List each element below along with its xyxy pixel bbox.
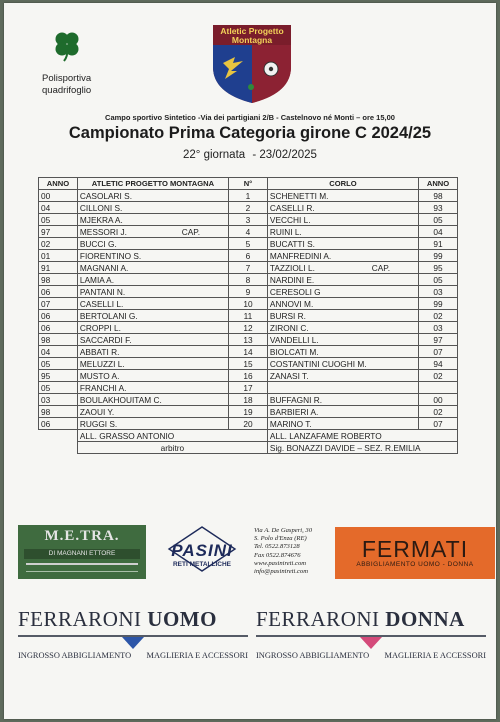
away-player-name-text: MANFREDINI A. — [269, 250, 332, 261]
away-player-year: 98 — [419, 190, 458, 202]
home-player-name-text: CILLONI S. — [79, 202, 123, 213]
away-player-name — [267, 334, 418, 346]
away-player-name — [267, 370, 418, 382]
header-home-team: ATLETIC PROGETTO MONTAGNA — [77, 178, 228, 190]
home-player-year: 98 — [39, 406, 78, 418]
away-player-name — [267, 394, 418, 406]
table-row — [39, 214, 458, 226]
table-row — [39, 370, 458, 382]
table-row — [39, 298, 458, 310]
referee-name: Sig. BONAZZI DAVIDE – SEZ. R.EMILIA — [267, 442, 457, 454]
away-player-name-text: RUINI L. — [269, 226, 302, 237]
home-player-name — [77, 382, 228, 394]
home-player-year: 03 — [39, 394, 78, 406]
away-player-name-text: VECCHI L. — [269, 214, 311, 225]
away-player-name — [267, 190, 418, 202]
shirt-number: 8 — [229, 274, 268, 286]
away-player-name-text: NARDINI E. — [269, 274, 315, 285]
home-player-name — [77, 418, 228, 430]
away-player-year: 99 — [419, 250, 458, 262]
home-player-year: 00 — [39, 190, 78, 202]
away-player-year: 04 — [419, 226, 458, 238]
ferraroni-donna-line: DONNA — [385, 607, 465, 631]
metra-owner: DI MAGNANI ETTORE — [24, 549, 140, 559]
home-player-name — [77, 238, 228, 250]
away-player-year: 02 — [419, 310, 458, 322]
shirt-number: 19 — [229, 406, 268, 418]
home-player-year: 06 — [39, 418, 78, 430]
home-player-year: 06 — [39, 310, 78, 322]
home-player-year: 06 — [39, 322, 78, 334]
home-player-name-text: MJEKRA A. — [79, 214, 123, 225]
shirt-number: 6 — [229, 250, 268, 262]
away-player-year: 03 — [419, 322, 458, 334]
shirt-number: 2 — [229, 202, 268, 214]
table-row — [39, 238, 458, 250]
away-player-year: 02 — [419, 370, 458, 382]
lineup-table — [38, 177, 458, 454]
shirt-number: 16 — [229, 370, 268, 382]
home-player-name — [77, 226, 228, 238]
home-player-name — [77, 346, 228, 358]
away-player-year: 99 — [419, 298, 458, 310]
home-player-name — [77, 202, 228, 214]
ferraroni-uomo-left-tag: INGROSSO ABBIGLIAMENTO — [18, 651, 132, 660]
home-player-name — [77, 370, 228, 382]
home-player-name — [77, 298, 228, 310]
round-label: 22° giornata — [183, 149, 246, 161]
captain-mark: CAP. — [181, 226, 201, 237]
home-player-name-text: ZAOUI Y. — [79, 406, 115, 417]
away-player-name — [267, 214, 418, 226]
table-row — [39, 190, 458, 202]
team-crest-logo — [209, 23, 295, 105]
shirt-number: 20 — [229, 418, 268, 430]
table-row — [39, 406, 458, 418]
home-player-name — [77, 250, 228, 262]
fermati-tagline: ABBIGLIAMENTO UOMO - DONNA — [356, 561, 474, 568]
home-player-name-text: PANTANI N. — [79, 286, 126, 297]
home-player-name — [77, 286, 228, 298]
home-player-name-text: CROPPI L. — [79, 322, 121, 333]
away-player-year: 02 — [419, 406, 458, 418]
table-row — [39, 382, 458, 394]
home-player-name — [77, 334, 228, 346]
ferraroni-donna-brand: FERRARONI — [256, 607, 380, 631]
away-player-name — [267, 382, 418, 394]
away-player-name-text: ZIRONI C. — [269, 322, 309, 333]
away-player-name-text: MARINO T. — [269, 418, 312, 429]
table-row — [39, 334, 458, 346]
venue-info: Campo sportivo Sintetico -Via dei partigiani 2/B - Castelnovo né Monti – ore 15,00 — [105, 113, 395, 122]
away-player-name — [267, 406, 418, 418]
metra-divider — [26, 563, 138, 565]
home-player-name — [77, 190, 228, 202]
sponsor-ferraroni-uomo — [18, 607, 248, 667]
away-coach: ALL. LANZAFAME ROBERTO — [267, 430, 457, 442]
away-player-name-text: SCHENETTI M. — [269, 190, 329, 201]
sponsor-fermati-logo — [335, 527, 495, 579]
shirt-number: 7 — [229, 262, 268, 274]
home-player-name — [77, 274, 228, 286]
away-player-year: 03 — [419, 286, 458, 298]
away-player-year: 00 — [419, 394, 458, 406]
four-leaf-clover-icon — [52, 30, 82, 62]
away-player-name-text: BARBIERI A. — [269, 406, 319, 417]
away-player-name — [267, 346, 418, 358]
table-row — [39, 274, 458, 286]
home-player-name-text: FIORENTINO S. — [79, 250, 142, 261]
home-player-name-text: ABBATI R. — [79, 346, 120, 357]
away-player-name — [267, 250, 418, 262]
coach-row — [39, 430, 458, 442]
pasini-contact: Via A. De Gasperi, 30 S. Polo d'Enza (RE) Tel. 0522.873128 Fax 0522.874676 www.pasinireti.com info@pasinireti.com — [254, 527, 312, 576]
away-player-name-text: BIOLCATI M. — [269, 346, 319, 357]
away-player-year: 07 — [419, 346, 458, 358]
home-player-name-text: SACCARDI F. — [79, 334, 132, 345]
home-player-year: 07 — [39, 298, 78, 310]
away-player-name-text: BURSI R. — [269, 310, 306, 321]
away-player-year: 97 — [419, 334, 458, 346]
home-player-year: 02 — [39, 238, 78, 250]
away-player-name — [267, 418, 418, 430]
table-row — [39, 202, 458, 214]
shirt-number: 10 — [229, 298, 268, 310]
home-player-name — [77, 406, 228, 418]
table-row — [39, 358, 458, 370]
sponsor-ferraroni-donna — [256, 607, 486, 667]
referee-row — [39, 442, 458, 454]
home-player-name — [77, 214, 228, 226]
shirt-number: 17 — [229, 382, 268, 394]
away-player-name-text: BUFFAGNI R. — [269, 394, 323, 405]
home-player-year: 98 — [39, 334, 78, 346]
ferraroni-donna-left-tag: INGROSSO ABBIGLIAMENTO — [256, 651, 370, 660]
home-player-year: 05 — [39, 358, 78, 370]
page-title: Campionato Prima Categoria girone C 2024/25 — [68, 124, 432, 142]
away-player-name-text: VANDELLI L. — [269, 334, 319, 345]
home-player-name-text: MAGNANI A. — [79, 262, 129, 273]
sponsor-pasini-logo — [157, 525, 247, 575]
shirt-number: 12 — [229, 322, 268, 334]
away-player-name — [267, 202, 418, 214]
home-player-year: 98 — [39, 274, 78, 286]
captain-mark: CAP. — [371, 262, 391, 273]
away-player-name — [267, 298, 418, 310]
shirt-number: 13 — [229, 334, 268, 346]
away-player-name-text: CASELLI R. — [269, 202, 315, 213]
away-player-year: 91 — [419, 238, 458, 250]
metra-name: M.E.TRA. — [44, 528, 120, 544]
away-player-name-text: ZANASI T. — [269, 370, 309, 381]
home-player-year: 06 — [39, 286, 78, 298]
ferraroni-uomo-brand: FERRARONI — [18, 607, 142, 631]
table-row — [39, 226, 458, 238]
table-row — [39, 286, 458, 298]
table-row — [39, 310, 458, 322]
table-row — [39, 262, 458, 274]
away-player-name-text: CERESOLI G — [269, 286, 321, 297]
home-player-year: 04 — [39, 202, 78, 214]
blue-triangle-icon — [122, 637, 144, 649]
away-player-name-text: TAZZIOLI L. — [269, 262, 315, 273]
home-player-name-text: BUCCI G. — [79, 238, 117, 249]
away-player-name-text: ANNOVI M. — [269, 298, 314, 309]
round-date — [4, 149, 496, 161]
away-player-name — [267, 226, 418, 238]
away-player-name — [267, 274, 418, 286]
header-anno-right: ANNO — [419, 178, 458, 190]
home-player-name-text: FRANCHI A. — [79, 382, 127, 393]
home-player-name-text: MELUZZI L. — [79, 358, 125, 369]
table-row — [39, 418, 458, 430]
home-player-name — [77, 322, 228, 334]
header-number: N° — [229, 178, 268, 190]
header-away-team: CORLO — [267, 178, 418, 190]
away-player-year: 05 — [419, 214, 458, 226]
home-player-year: 01 — [39, 250, 78, 262]
table-row — [39, 322, 458, 334]
home-player-name-text: BOULAKHOUITAM C. — [79, 394, 162, 405]
away-player-year: 07 — [419, 418, 458, 430]
match-date: - 23/02/2025 — [252, 149, 317, 161]
home-player-name-text: CASOLARI S. — [79, 190, 132, 201]
shirt-number: 14 — [229, 346, 268, 358]
home-player-name — [77, 310, 228, 322]
home-player-name — [77, 358, 228, 370]
shirt-number: 3 — [229, 214, 268, 226]
table-row — [39, 394, 458, 406]
shirt-number: 4 — [229, 226, 268, 238]
ferraroni-uomo-right-tag: MAGLIERIA E ACCESSORI — [146, 651, 248, 660]
sponsor-metra-logo — [18, 525, 146, 579]
home-player-name-text: LAMIA A. — [79, 274, 115, 285]
home-player-year: 95 — [39, 370, 78, 382]
table-row — [39, 346, 458, 358]
shirt-number: 15 — [229, 358, 268, 370]
home-player-year: 97 — [39, 226, 78, 238]
shirt-number: 5 — [229, 238, 268, 250]
header-anno-left: ANNO — [39, 178, 78, 190]
pasini-name: PASINI — [171, 541, 233, 560]
away-player-year: 05 — [419, 274, 458, 286]
referee-label: arbitro — [77, 442, 267, 454]
home-player-name — [77, 394, 228, 406]
home-player-year: 91 — [39, 262, 78, 274]
svg-text:Atletic Progetto: Atletic Progetto — [220, 26, 284, 36]
home-player-name-text: CASELLI L. — [79, 298, 124, 309]
away-player-name — [267, 358, 418, 370]
ferraroni-donna-right-tag: MAGLIERIA E ACCESSORI — [384, 651, 486, 660]
away-player-year: 94 — [419, 358, 458, 370]
home-player-name-text: MESSORI J. — [79, 226, 127, 237]
shirt-number: 1 — [229, 190, 268, 202]
match-sheet — [4, 3, 496, 719]
home-player-name — [77, 262, 228, 274]
away-player-year — [419, 382, 458, 394]
away-player-year: 93 — [419, 202, 458, 214]
svg-text:Montagna: Montagna — [231, 35, 273, 45]
away-player-name-text: BUCATTI S. — [269, 238, 315, 249]
home-player-name-text: RUGGI S. — [79, 418, 118, 429]
away-player-name — [267, 238, 418, 250]
shirt-number: 18 — [229, 394, 268, 406]
shirt-number: 9 — [229, 286, 268, 298]
away-player-year: 95 — [419, 262, 458, 274]
away-player-name — [267, 322, 418, 334]
home-player-name-text: MUSTO A. — [79, 370, 120, 381]
away-player-name — [267, 262, 418, 274]
home-player-year: 05 — [39, 382, 78, 394]
pink-triangle-icon — [360, 637, 382, 649]
shirt-number: 11 — [229, 310, 268, 322]
ferraroni-uomo-line: UOMO — [147, 607, 217, 631]
club-name: Polisportiva quadrifoglio — [42, 73, 92, 96]
fermati-name: FERMATI — [361, 536, 469, 562]
home-coach: ALL. GRASSO ANTONIO — [77, 430, 267, 442]
home-player-year: 05 — [39, 214, 78, 226]
table-row — [39, 250, 458, 262]
away-player-name-text: COSTANTINI CUOGHI M. — [269, 358, 367, 369]
metra-divider-2 — [26, 571, 138, 572]
away-player-name — [267, 310, 418, 322]
home-player-year: 04 — [39, 346, 78, 358]
pasini-tagline: RETI METALLICHE — [172, 561, 231, 568]
away-player-name — [267, 286, 418, 298]
home-player-name-text: BERTOLANI G. — [79, 310, 138, 321]
